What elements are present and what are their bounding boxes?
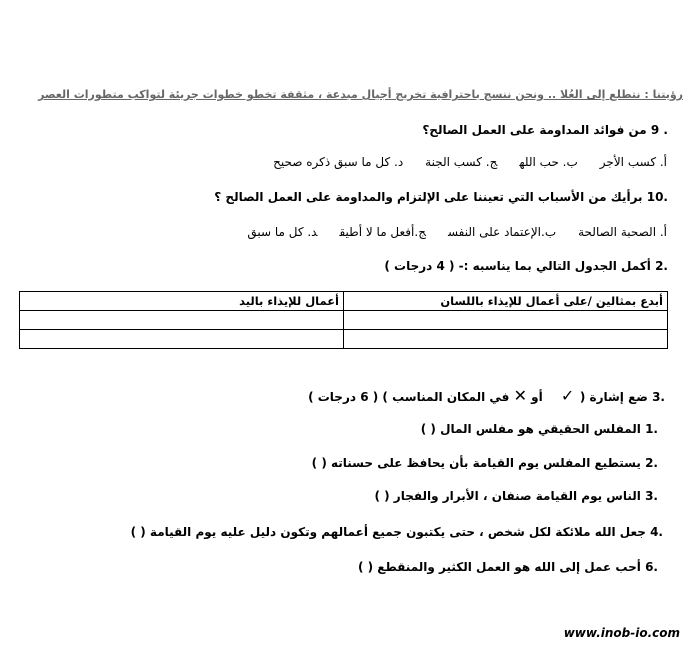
item-text: يستطيع المفلس يوم القيامة بأن يحافظ على حسناته ( ) [311, 456, 641, 470]
option: ب. حب الله [519, 155, 578, 169]
item-number: 4. [650, 525, 663, 539]
item-text: أحب عمل إلى الله هو العمل الكثير والمنقطع ( ) [357, 560, 641, 574]
question-3 [308, 386, 665, 405]
question-text: أو [531, 390, 543, 404]
option: د. كل ما سبق ذكره صحيح [273, 155, 404, 169]
question-text: أكمل الجدول التالي بما يناسبه :- ( 4 درجات ) [384, 259, 651, 273]
item-number: 6. [645, 560, 658, 574]
check-icon: ✓ [555, 386, 580, 405]
option: ج. كسب الجنة [425, 155, 498, 169]
item-number: 1. [645, 422, 658, 436]
statement-item [312, 456, 658, 470]
option: ب.الإعتماد على النفس [447, 225, 557, 239]
option: ج.أفعل ما لا أطيق [339, 225, 426, 239]
question-number: 2. [655, 259, 668, 273]
option: د. كل ما سبق [247, 225, 318, 239]
item-text: المفلس الحقيقي هو مفلس المال ( ) [420, 422, 641, 436]
question-text: ضع إشارة ( [579, 390, 648, 404]
question-number: 3. [652, 390, 665, 404]
question-2 [384, 259, 668, 273]
footer-website: www.inob-io.com [563, 626, 680, 640]
question-10 [214, 190, 668, 204]
option: أ. كسب الأجر [599, 155, 667, 169]
question-text: من فوائد المداومة على العمل الصالح؟ [422, 123, 647, 137]
item-number: 3. [645, 489, 658, 503]
cross-icon: ✕ [513, 386, 527, 405]
statement-item [358, 560, 658, 574]
table-header-tongue: أبدع بمثالين /على أعمال للإيذاء باللسان [344, 292, 668, 311]
table-cell[interactable] [344, 330, 668, 349]
item-number: 2. [645, 456, 658, 470]
table-cell[interactable] [344, 311, 668, 330]
statement-item [374, 489, 658, 503]
question-10-options [225, 225, 667, 239]
item-text: الناس يوم القيامة صنفان ، الأبرار والفجار ( ) [374, 489, 641, 503]
statement-item [131, 525, 663, 539]
question-number: 10. [646, 190, 668, 204]
question-text: في المكان المناسب ) ( 6 درجات ) [308, 390, 510, 404]
answer-table [19, 291, 668, 349]
option: أ. الصحبة الصالحة [578, 225, 667, 239]
vision-statement: رؤيتنا : نتطلع إلى العُلا .. ونحن ننسج باحترافية تخريج أجيال مبدعة ، مثقفة تخطو خطوات جريئة لتواكب متطورات العصر [38, 88, 683, 101]
question-number: 9 . [650, 123, 668, 137]
statement-item [421, 422, 658, 436]
table-cell[interactable] [20, 330, 344, 349]
question-text: برأيك من الأسباب التي تعيننا على الإلتزام والمداومة على العمل الصالح ؟ [214, 190, 643, 204]
item-text: جعل الله ملائكة لكل شخص ، حتى يكتبون جميع أعمالهم وتكون دليل عليه يوم القيامة ( ) [130, 525, 646, 539]
table-cell[interactable] [20, 311, 344, 330]
table-header-hand: أعمال للإيذاء باليد [20, 292, 344, 311]
question-9 [422, 123, 668, 137]
question-9-options [251, 155, 667, 169]
